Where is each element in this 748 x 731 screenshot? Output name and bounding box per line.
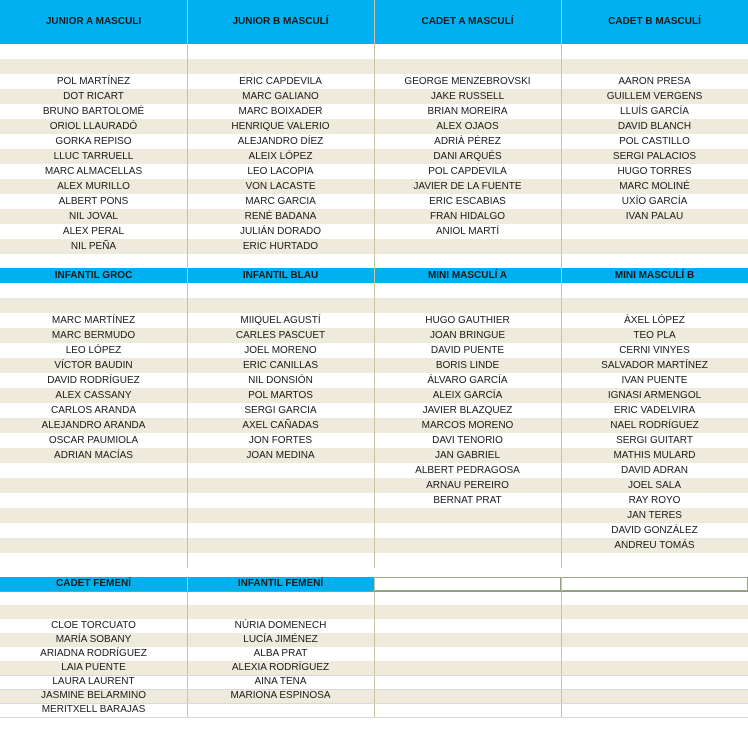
player-name[interactable]: POL MARTÍNEZ	[56, 76, 131, 87]
player-name[interactable]: DAVID RODRÍGUEZ	[47, 375, 140, 386]
player-name[interactable]: ALEX PERAL	[62, 226, 125, 237]
team-header: JUNIOR B MASCULÍ	[187, 0, 374, 44]
player-name[interactable]: HENRIQUE VALERIO	[231, 121, 330, 132]
player-name[interactable]: CARLOS ARANDA	[50, 405, 137, 416]
player-name[interactable]: DAVID PUENTE	[430, 345, 505, 356]
player-name[interactable]: MATHIS MULARD	[613, 450, 696, 461]
player-name[interactable]: HUGO GAUTHIER	[425, 315, 510, 326]
player-name[interactable]: JOAN BRINGUE	[429, 330, 505, 341]
player-name[interactable]: JAVIER BLAZQUEZ	[422, 405, 513, 416]
player-name[interactable]: ALEIX GARCÍA	[432, 390, 503, 401]
team-header: INFANTIL FEMENÍ	[187, 577, 374, 591]
player-name[interactable]: SALVADOR MARTÍNEZ	[601, 360, 708, 371]
player-name[interactable]: DAVI TENORIO	[432, 435, 503, 446]
player-name[interactable]: IVAN PALAU	[625, 211, 684, 222]
player-name[interactable]: ALBERT PONS	[58, 196, 129, 207]
row-rule	[0, 717, 748, 718]
team-header: CADET A MASCULÍ	[374, 0, 561, 44]
player-name[interactable]: ÀXEL LÓPEZ	[624, 315, 685, 326]
player-name[interactable]: JULIÁN DORADO	[239, 226, 322, 237]
player-name[interactable]: AARON PRESA	[618, 76, 691, 87]
player-name[interactable]: UXÍO GARCÍA	[621, 196, 688, 207]
player-name[interactable]: SERGI GARCIA	[244, 405, 317, 416]
player-name[interactable]: JAKE RUSSELL	[430, 91, 505, 102]
player-name[interactable]: GEORGE MENZEBROVSKI	[404, 76, 531, 87]
player-name[interactable]: NIL JOVAL	[69, 211, 118, 222]
player-name[interactable]: MARC MOLINÉ	[619, 181, 690, 192]
row-rule	[0, 703, 748, 704]
player-name[interactable]: CARLES PASCUET	[235, 330, 326, 341]
player-name[interactable]: ALEJANDRO DÍEZ	[237, 136, 324, 147]
player-name[interactable]: RENÉ BADANA	[244, 211, 317, 222]
player-name[interactable]: FRAN HIDALGO	[429, 211, 505, 222]
player-name[interactable]: NÚRIA DOMENECH	[234, 620, 327, 631]
column-divider	[187, 268, 188, 568]
player-name[interactable]: LAIA PUENTE	[61, 662, 126, 673]
player-name[interactable]: ARNAU PEREIRO	[426, 480, 509, 491]
player-name[interactable]: LUCÍA JIMÉNEZ	[243, 634, 318, 645]
player-name[interactable]: ADRIÀ PÉREZ	[434, 136, 501, 147]
player-name[interactable]: ÁLVARO GARCÍA	[427, 375, 508, 386]
player-name[interactable]: SERGI GUITART	[616, 435, 693, 446]
player-name[interactable]: NIL PEÑA	[70, 241, 117, 252]
player-name[interactable]: ANDREU TOMÁS	[614, 540, 695, 551]
row-rule	[0, 689, 748, 690]
player-name[interactable]: IGNASI ARMENGOL	[607, 390, 702, 401]
player-name[interactable]: JAN TERES	[627, 510, 682, 521]
team-header: MINI MASCULÍ A	[374, 268, 561, 283]
player-name[interactable]: LEO LACOPIA	[247, 166, 314, 177]
player-name[interactable]: MARÍA SOBANY	[55, 634, 132, 645]
player-name[interactable]: LLUC TARRUELL	[53, 151, 134, 162]
player-name[interactable]: ALEX MURILLO	[57, 181, 130, 192]
player-name[interactable]: MIIQUEL AGUSTÍ	[240, 315, 321, 326]
empty-header-cell	[374, 577, 561, 591]
team-header: CADET FEMENÍ	[0, 577, 187, 591]
player-name[interactable]: DAVID GONZÁLEZ	[611, 525, 698, 536]
team-header: CADET B MASCULÍ	[561, 0, 748, 44]
player-name[interactable]: ERIC CAPDEVILA	[239, 76, 322, 87]
empty-header-cell	[561, 577, 748, 591]
column-divider	[561, 577, 562, 717]
column-divider	[187, 577, 188, 717]
player-name[interactable]: OSCAR PAUMIOLA	[48, 435, 139, 446]
player-name[interactable]: MARC MARTÍNEZ	[51, 315, 136, 326]
player-name[interactable]: NAEL RODRÍGUEZ	[610, 420, 699, 431]
player-name[interactable]: ALBERT PEDRAGOSA	[415, 465, 520, 476]
player-name[interactable]: DOT RICART	[63, 91, 124, 102]
section-rule	[0, 591, 748, 592]
team-header: INFANTIL BLAU	[187, 268, 374, 283]
player-name[interactable]: GORKA REPISO	[55, 136, 132, 147]
player-name[interactable]: RAY ROYO	[628, 495, 681, 506]
player-name[interactable]: JAN GABRIEL	[434, 450, 501, 461]
player-name[interactable]: MARC ALMACELLAS	[44, 166, 143, 177]
player-name[interactable]: IVAN PUENTE	[621, 375, 688, 386]
player-name[interactable]: ALEIX LÓPEZ	[248, 151, 313, 162]
player-name[interactable]: LAURA LAURENT	[52, 676, 135, 687]
player-name[interactable]: VÍCTOR BAUDIN	[54, 360, 133, 371]
player-name[interactable]: ALEX CASSANY	[55, 390, 132, 401]
player-name[interactable]: MARC GARCIA	[245, 196, 316, 207]
column-divider	[374, 268, 375, 568]
column-divider	[561, 268, 562, 568]
player-name[interactable]: MARC GALIANO	[242, 91, 319, 102]
column-divider	[187, 0, 188, 269]
player-name[interactable]: BRUNO BARTOLOMÉ	[42, 106, 145, 117]
player-name[interactable]: POL CAPDEVILA	[428, 166, 507, 177]
player-name[interactable]: MARC BERMUDO	[51, 330, 136, 341]
player-name[interactable]: LLUÍS GARCÍA	[620, 106, 689, 117]
player-name[interactable]: BERNAT PRAT	[433, 495, 502, 506]
player-name[interactable]: DANI ARQUÉS	[433, 151, 502, 162]
player-name[interactable]: JON FORTES	[248, 435, 313, 446]
player-name[interactable]: MERITXELL BARAJAS	[41, 704, 146, 715]
player-name[interactable]: BRIAN MOREIRA	[427, 106, 508, 117]
player-name[interactable]: SERGI PALACIOS	[612, 151, 697, 162]
column-divider	[374, 577, 375, 717]
player-name[interactable]: JOAN MEDINA	[246, 450, 315, 461]
player-name[interactable]: TEO PLA	[633, 330, 676, 341]
player-name[interactable]: ALEXIA RODRÍGUEZ	[231, 662, 330, 673]
player-name[interactable]: LEO LÓPEZ	[65, 345, 122, 356]
player-name[interactable]: CERNI VINYES	[619, 345, 690, 356]
player-name[interactable]: ERIC HURTADO	[242, 241, 319, 252]
player-name[interactable]: MARIONA ESPINOSA	[230, 690, 331, 701]
player-name[interactable]: ANIOL MARTÍ	[435, 226, 500, 237]
player-name[interactable]: ERIC CANILLAS	[242, 360, 319, 371]
player-name[interactable]: MARCOS MORENO	[421, 420, 514, 431]
player-name[interactable]: AXEL CAÑADAS	[242, 420, 319, 431]
player-name[interactable]: ADRIAN MACÍAS	[54, 450, 133, 461]
player-name[interactable]: POL CASTILLO	[619, 136, 690, 147]
player-name[interactable]: VON LACASTE	[245, 181, 316, 192]
player-name[interactable]: ARIADNA RODRÍGUEZ	[40, 648, 147, 659]
team-header: INFANTIL GROC	[0, 268, 187, 283]
player-name[interactable]: JOEL MORENO	[244, 345, 317, 356]
player-name[interactable]: ORIOL LLAURADÓ	[49, 121, 138, 132]
player-name[interactable]: POL MARTOS	[248, 390, 313, 401]
player-name[interactable]: ERIC VADELVIRA	[613, 405, 696, 416]
player-name[interactable]: ALBA PRAT	[253, 648, 308, 659]
player-name[interactable]: JASMINE BELARMINO	[40, 690, 147, 701]
column-divider	[561, 0, 562, 269]
team-header: MINI MASCULÍ B	[561, 268, 748, 283]
column-divider	[374, 0, 375, 269]
player-name[interactable]: DAVID ADRAN	[620, 465, 689, 476]
player-name[interactable]: JAVIER DE LA FUENTE	[413, 181, 522, 192]
player-name[interactable]: DAVID BLANCH	[617, 121, 692, 132]
player-name[interactable]: ALEX OJAOS	[436, 121, 499, 132]
player-name[interactable]: MARC BOIXADER	[238, 106, 323, 117]
player-name[interactable]: CLOE TORCUATO	[51, 620, 136, 631]
player-name[interactable]: HUGO TORRES	[617, 166, 692, 177]
player-name[interactable]: ERIC ESCABIAS	[429, 196, 506, 207]
player-name[interactable]: ALEJANDRO ARANDA	[41, 420, 146, 431]
team-header: JUNIOR A MASCULI	[0, 0, 187, 44]
player-name[interactable]: NIL DONSIÓN	[248, 375, 313, 386]
player-name[interactable]: BORIS LINDE	[435, 360, 500, 371]
player-name[interactable]: AINA TENA	[254, 676, 307, 687]
player-name[interactable]: JOEL SALA	[628, 480, 681, 491]
row-rule	[0, 675, 748, 676]
player-name[interactable]: GUILLEM VERGENS	[606, 91, 703, 102]
